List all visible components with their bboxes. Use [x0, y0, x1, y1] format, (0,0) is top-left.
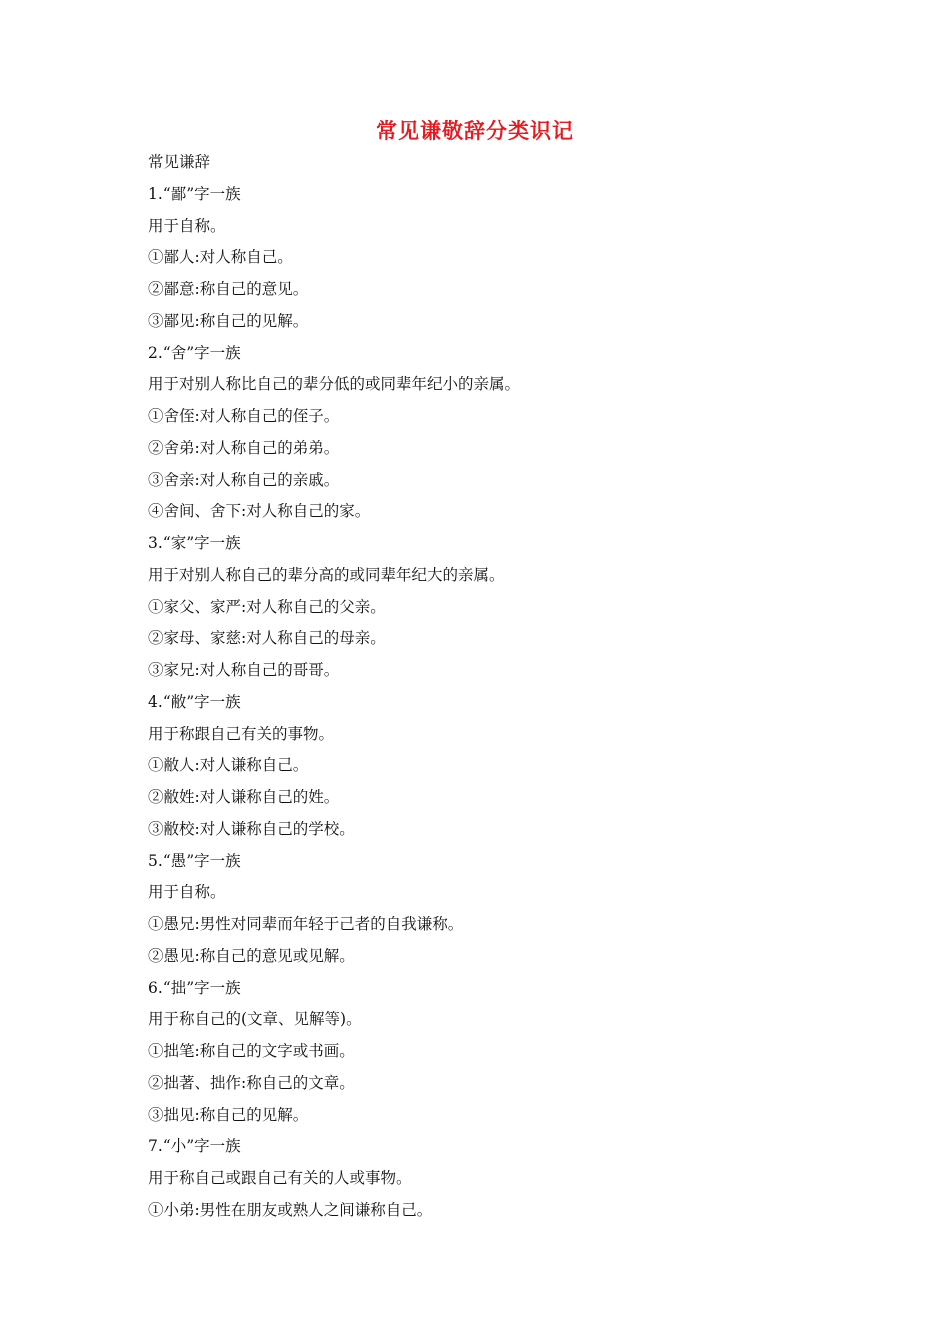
document-body [148, 147, 828, 1227]
term-item: ②舍弟:对人称自己的弟弟。 [148, 438, 340, 457]
term-item: ③舍亲:对人称自己的亲戚。 [148, 470, 340, 489]
document-title: 常见谦敬辞分类识记 [376, 118, 574, 143]
group-heading: 2.“舍”字一族 [148, 343, 241, 362]
term-item: ②愚见:称自己的意见或见解。 [148, 946, 355, 965]
group-description: 用于称跟自己有关的事物。 [148, 724, 335, 743]
group-heading: 7.“小”字一族 [148, 1137, 241, 1156]
group-heading: 6.“拙”字一族 [148, 978, 241, 997]
term-item: ①敝人:对人谦称自己。 [148, 756, 309, 775]
section-label: 常见谦辞 [148, 153, 211, 171]
group-heading: 3.“家”字一族 [148, 534, 241, 552]
term-item: ③家兄:对人称自己的哥哥。 [148, 661, 340, 679]
term-item: ②鄙意:称自己的意见。 [148, 280, 309, 298]
group-description: 用于自称。 [148, 216, 226, 235]
term-item: ③鄙见:称自己的见解。 [148, 311, 309, 330]
group-description: 用于称自己或跟自己有关的人或事物。 [148, 1169, 412, 1187]
group-heading: 5.“愚”字一族 [148, 851, 241, 870]
group-description: 用于自称。 [148, 883, 226, 902]
term-item: ②家母、家慈:对人称自己的母亲。 [148, 629, 386, 648]
group-description: 用于对别人称比自己的辈分低的或同辈年纪小的亲属。 [148, 375, 521, 394]
term-item: ①鄙人:对人称自己。 [148, 248, 293, 267]
group-description: 用于称自己的(文章、见解等)。 [148, 1010, 362, 1029]
group-description: 用于对别人称自己的辈分高的或同辈年纪大的亲属。 [148, 565, 505, 584]
term-item: ③拙见:称自己的见解。 [148, 1105, 309, 1124]
term-item: ④舍间、舍下:对人称自己的家。 [148, 502, 371, 521]
term-item: ①家父、家严:对人称自己的父亲。 [148, 597, 386, 616]
term-item: ①愚兄:男性对同辈而年轻于己者的自我谦称。 [148, 915, 464, 933]
term-item: ②敝姓:对人谦称自己的姓。 [148, 788, 340, 806]
term-item: ①拙笔:称自己的文字或书画。 [148, 1042, 355, 1060]
term-item: ①舍侄:对人称自己的侄子。 [148, 407, 340, 425]
term-item: ①小弟:男性在朋友或熟人之间谦称自己。 [148, 1200, 433, 1219]
term-item: ②拙著、拙作:称自己的文章。 [148, 1073, 355, 1092]
group-heading: 4.“敝”字一族 [148, 692, 241, 711]
term-item: ③敝校:对人谦称自己的学校。 [148, 819, 355, 838]
group-heading: 1.“鄙”字一族 [148, 184, 241, 203]
